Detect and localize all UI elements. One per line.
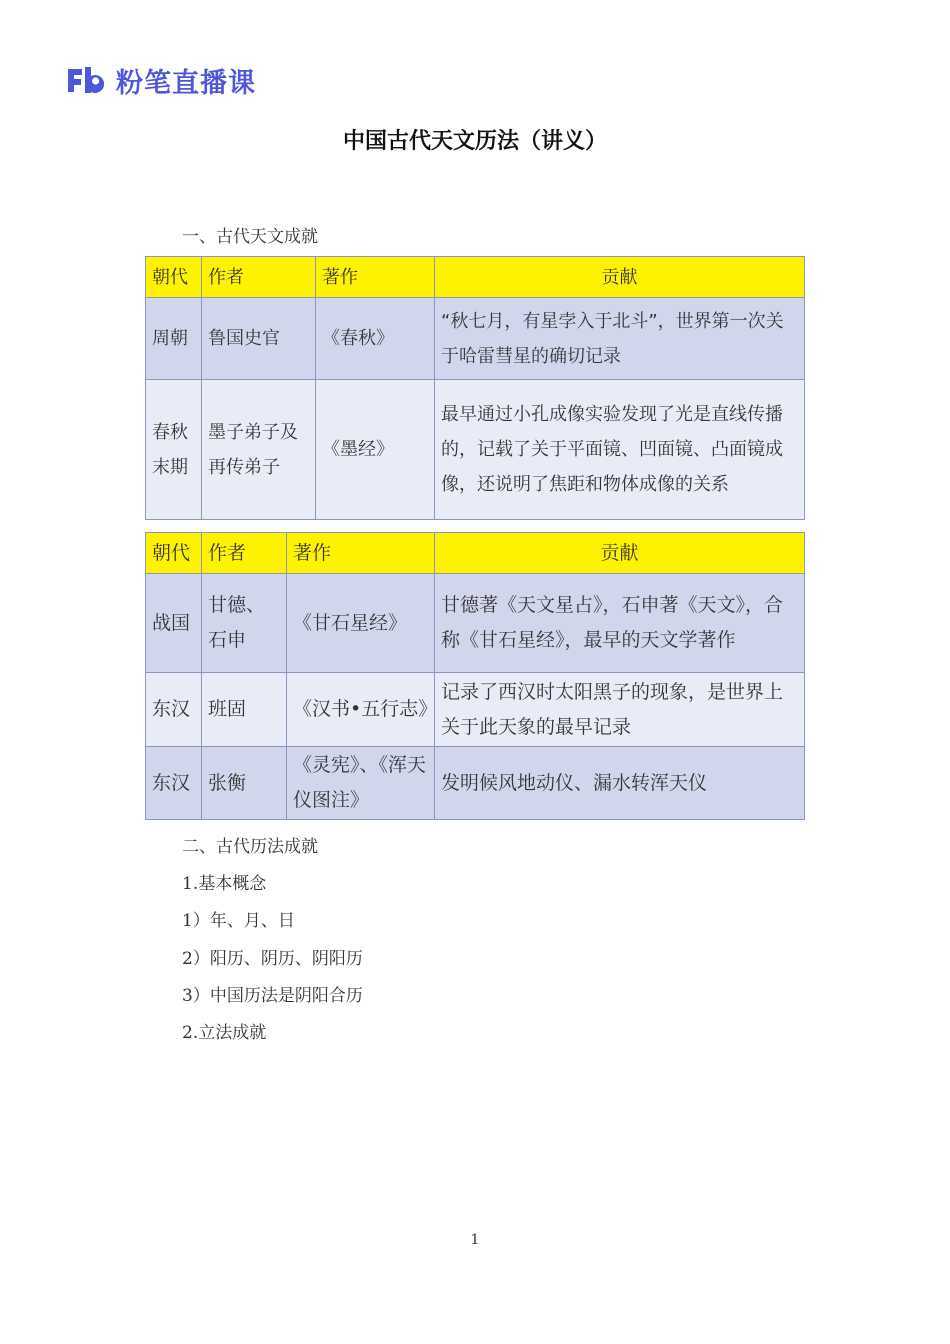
header-work: 著作 bbox=[316, 257, 435, 298]
table-row bbox=[146, 380, 805, 520]
cell-dynasty: 东汉 bbox=[146, 673, 202, 747]
list-item: 2）阳历、阴历、阴阳历 bbox=[182, 949, 363, 969]
cell-work: 《汉书•五行志》 bbox=[287, 673, 435, 747]
cell-dynasty: 周朝 bbox=[146, 298, 202, 380]
cell-author: 甘德、石申 bbox=[202, 574, 287, 673]
section-heading-calendar: 二、古代历法成就 bbox=[182, 837, 318, 857]
table-row bbox=[146, 673, 805, 747]
table-header-row bbox=[146, 257, 805, 298]
header-author: 作者 bbox=[202, 533, 287, 574]
header-author: 作者 bbox=[202, 257, 316, 298]
cell-work: 《甘石星经》 bbox=[287, 574, 435, 673]
cell-author: 墨子弟子及再传弟子 bbox=[202, 380, 316, 520]
cell-contribution: 最早通过小孔成像实验发现了光是直线传播的，记载了关于平面镜、凹面镜、凸面镜成像，还说明了焦距和物体成像的关系 bbox=[435, 380, 805, 520]
astronomy-table-1 bbox=[145, 256, 805, 520]
table-row bbox=[146, 574, 805, 673]
cell-author: 张衡 bbox=[202, 747, 287, 820]
header-dynasty: 朝代 bbox=[146, 257, 202, 298]
brand-logo bbox=[66, 62, 256, 98]
cell-author: 班固 bbox=[202, 673, 287, 747]
page-number: 1 bbox=[470, 1232, 480, 1248]
table-header-row bbox=[146, 533, 805, 574]
cell-contribution: “秋七月，有星孛入于北斗”，世界第一次关于哈雷彗星的确切记录 bbox=[435, 298, 805, 380]
cell-contribution: 发明候风地动仪、漏水转浑天仪 bbox=[435, 747, 805, 820]
cell-work: 《墨经》 bbox=[316, 380, 435, 520]
brand-name: 粉笔直播课 bbox=[116, 67, 256, 99]
table-row bbox=[146, 747, 805, 820]
table-row bbox=[146, 298, 805, 380]
header-contribution: 贡献 bbox=[435, 533, 805, 574]
cell-work: 《灵宪》、《浑天仪图注》 bbox=[287, 747, 435, 820]
cell-dynasty: 东汉 bbox=[146, 747, 202, 820]
section-heading-astronomy: 一、古代天文成就 bbox=[182, 227, 318, 247]
header-dynasty: 朝代 bbox=[146, 533, 202, 574]
list-item: 1.基本概念 bbox=[182, 874, 267, 894]
header-contribution: 贡献 bbox=[435, 257, 805, 298]
cell-work: 《春秋》 bbox=[316, 298, 435, 380]
page-title: 中国古代天文历法（讲义） bbox=[342, 128, 607, 154]
list-item: 3）中国历法是阴阳合历 bbox=[182, 986, 363, 1006]
cell-author: 鲁国史官 bbox=[202, 298, 316, 380]
cell-dynasty: 战国 bbox=[146, 574, 202, 673]
header-work: 著作 bbox=[287, 533, 435, 574]
cell-contribution: 甘德著《天文星占》，石申著《天文》，合称《甘石星经》，最早的天文学著作 bbox=[435, 574, 805, 673]
cell-dynasty: 春秋末期 bbox=[146, 380, 202, 520]
cell-contribution: 记录了西汉时太阳黑子的现象，是世界上关于此天象的最早记录 bbox=[435, 673, 805, 747]
list-item: 1）年、月、日 bbox=[182, 911, 295, 931]
astronomy-table-2 bbox=[145, 532, 805, 820]
fb-logo-icon bbox=[66, 65, 108, 95]
list-item: 2.立法成就 bbox=[182, 1023, 267, 1043]
